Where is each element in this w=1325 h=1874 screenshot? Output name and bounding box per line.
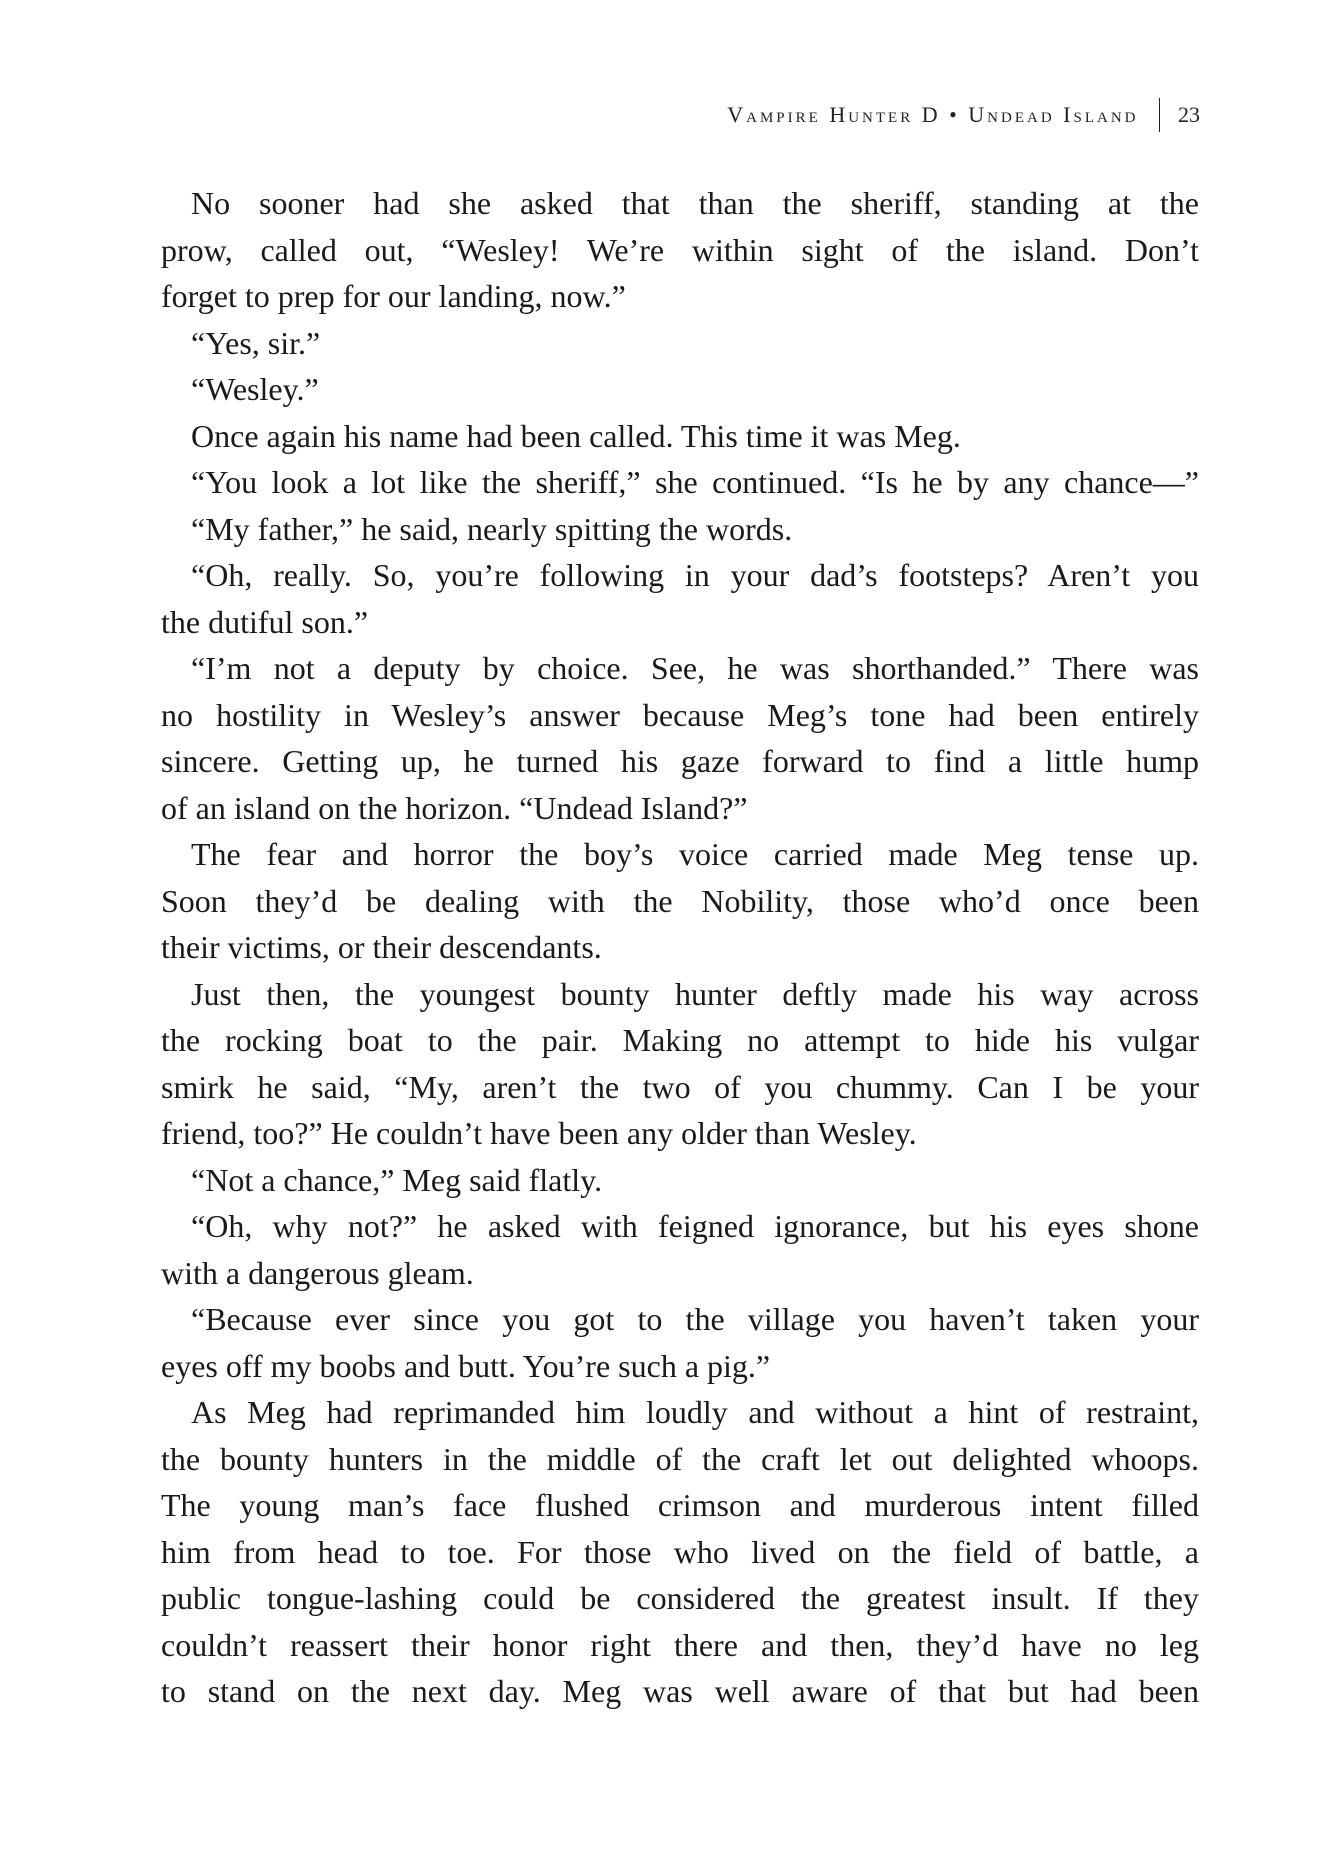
text-line: No sooner had she asked that than the sheriff, standing at the <box>191 185 1199 221</box>
running-title: Vampire Hunter D • Undead Island <box>727 102 1139 127</box>
text-line: with a dangerous gleam. <box>161 1254 474 1291</box>
text-line: of an island on the horizon. “Undead Island?” <box>161 789 748 826</box>
text-line: the rocking boat to the pair. Making no attempt to hide his vulgar <box>161 1022 1199 1058</box>
text-line: “Yes, sir.” <box>191 324 321 361</box>
text-line: “Oh, really. So, you’re following in your dad’s footsteps? Aren’t you <box>191 557 1199 593</box>
text-line: the bounty hunters in the middle of the craft let out delighted whoops. <box>161 1440 1199 1477</box>
text-line: Soon they’d be dealing with the Nobility, those who’d once been <box>161 882 1199 919</box>
body-text <box>161 180 1199 1715</box>
text-line: eyes off my boobs and butt. You’re such a pig.” <box>161 1347 771 1384</box>
text-line: prow, called out, “Wesley! We’re within sight of the island. Don’t <box>161 231 1199 268</box>
running-header <box>727 98 1200 132</box>
text-line: “Wesley.” <box>191 371 319 407</box>
text-line: sincere. Getting up, he turned his gaze forward to find a little hump <box>161 743 1199 779</box>
text-line: “I’m not a deputy by choice. See, he was shorthanded.” There was <box>191 650 1199 686</box>
text-line: The fear and horror the boy’s voice carried made Meg tense up. <box>191 836 1199 872</box>
text-line: friend, too?” He couldn’t have been any older than Wesley. <box>161 1115 917 1151</box>
text-line: to stand on the next day. Meg was well aware of that but had been <box>161 1673 1199 1709</box>
page-number: 23 <box>1178 102 1200 127</box>
text-line: the dutiful son.” <box>161 603 369 640</box>
text-line: no hostility in Wesley’s answer because Meg’s tone had been entirely <box>161 696 1199 733</box>
text-line: “Oh, why not?” he asked with feigned ignorance, but his eyes shone <box>191 1208 1199 1244</box>
text-line: The young man’s face flushed crimson and murderous intent filled <box>161 1487 1199 1523</box>
text-line: couldn’t reassert their honor right there and then, they’d have no leg <box>161 1626 1199 1663</box>
text-line: their victims, or their descendants. <box>161 929 602 965</box>
text-line: “You look a lot like the sheriff,” she continued. “Is he by any chance—” <box>191 464 1199 500</box>
text-line: “My father,” he said, nearly spitting the words. <box>191 510 793 547</box>
text-line: As Meg had reprimanded him loudly and without a hint of restraint, <box>191 1394 1199 1430</box>
text-line: Once again his name had been called. This time it was Meg. <box>191 417 961 454</box>
text-line: him from head to toe. For those who lived on the field of battle, a <box>161 1533 1199 1570</box>
text-line: Just then, the youngest bounty hunter deftly made his way across <box>191 975 1199 1012</box>
text-line: public tongue-lashing could be considered the greatest insult. If they <box>161 1580 1199 1616</box>
text-line: “Not a chance,” Meg said flatly. <box>191 1161 603 1198</box>
text-line: smirk he said, “My, aren’t the two of you chummy. Can I be your <box>161 1068 1199 1105</box>
text-line: forget to prep for our landing, now.” <box>161 278 626 314</box>
text-line: “Because ever since you got to the village you haven’t taken your <box>191 1301 1199 1337</box>
